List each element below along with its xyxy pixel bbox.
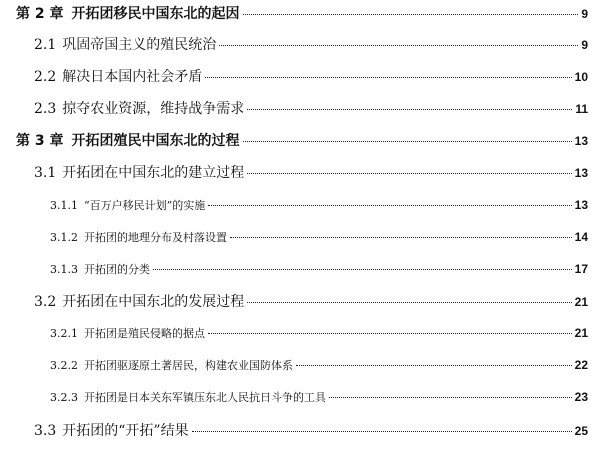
toc-entry-page: 17 — [574, 262, 588, 276]
toc-entry-number: 第 3 章 — [16, 133, 64, 149]
toc-entry-title — [34, 162, 244, 182]
toc-entry[interactable] — [16, 3, 588, 23]
toc-entry[interactable] — [50, 389, 588, 405]
toc-entry-title — [50, 325, 205, 341]
toc-entry[interactable] — [34, 34, 588, 54]
toc-dot-leader — [296, 365, 572, 366]
toc-entry-title — [34, 34, 216, 54]
toc-entry-number: 3.2.3 — [50, 391, 78, 404]
toc-entry[interactable] — [34, 420, 588, 440]
toc-entry-page: 23 — [574, 390, 588, 404]
toc-entry-number: 2.1 — [34, 37, 57, 53]
toc-entry[interactable] — [34, 162, 588, 182]
toc-entry-title — [50, 357, 293, 373]
toc-entry-page: 9 — [581, 38, 588, 52]
toc-dot-leader — [230, 237, 572, 238]
toc-entry[interactable] — [16, 130, 588, 150]
toc-entry-number: 第 2 章 — [16, 6, 64, 22]
toc-entry-number: 2.2 — [34, 69, 57, 85]
toc-entry-text: 开拓团驱逐原土著居民，构建农业国防体系 — [84, 359, 293, 372]
toc-dot-leader — [329, 397, 572, 398]
toc-entry-number: 3.2 — [34, 294, 57, 310]
toc-entry[interactable] — [34, 291, 588, 311]
toc-entry-title — [16, 3, 240, 23]
toc-entry-page: 13 — [574, 166, 588, 180]
toc-entry-page: 13 — [574, 134, 588, 148]
toc-dot-leader — [247, 109, 572, 110]
toc-entry-title — [34, 420, 189, 440]
toc-entry-number: 3.2.2 — [50, 359, 78, 372]
toc-entry-page: 21 — [574, 326, 588, 340]
toc-entry[interactable] — [50, 261, 588, 277]
toc-entry-text: 掠夺农业资源，维持战争需求 — [62, 101, 245, 117]
toc-entry-text: 开拓团的“开拓”结果 — [62, 423, 189, 439]
toc-entry-title — [50, 261, 150, 277]
toc-entry-page: 25 — [574, 424, 588, 438]
toc-entry-text: 开拓团在中国东北的建立过程 — [62, 165, 245, 181]
toc-entry-text: 巩固帝国主义的殖民统治 — [62, 37, 217, 53]
toc-entry-title — [34, 291, 244, 311]
toc-entry-number: 2.3 — [34, 101, 57, 117]
toc-entry-page: 10 — [574, 70, 588, 84]
toc-entry-number: 3.1.2 — [50, 231, 78, 244]
toc-dot-leader — [153, 269, 572, 270]
toc-entry-page: 21 — [574, 295, 588, 309]
toc-entry-number: 3.3 — [34, 423, 57, 439]
toc-entry-title — [16, 130, 240, 150]
toc-entry-text: 开拓团的分类 — [84, 263, 150, 276]
toc-entry-page: 22 — [574, 358, 588, 372]
toc-entry-text: 开拓团的地理分布及村落设置 — [84, 231, 227, 244]
toc-entry-text: 解决日本国内社会矛盾 — [62, 69, 203, 85]
toc-dot-leader — [205, 77, 571, 78]
toc-entry[interactable] — [50, 197, 588, 213]
toc-entry-text: “百万户移民计划”的实施 — [84, 199, 206, 212]
toc-entry-title — [50, 197, 205, 213]
toc-entry[interactable] — [50, 325, 588, 341]
toc-entry-page: 14 — [574, 230, 588, 244]
toc-dot-leader — [208, 205, 571, 206]
toc-entry[interactable] — [50, 229, 588, 245]
toc-entry-text: 开拓团移民中国东北的起因 — [71, 6, 240, 22]
toc-entry-number: 3.1 — [34, 165, 57, 181]
toc-entry-text: 开拓团在中国东北的发展过程 — [62, 294, 245, 310]
toc-dot-leader — [243, 141, 572, 142]
toc-entry-text: 开拓团殖民中国东北的过程 — [71, 133, 240, 149]
toc-entry-title — [34, 66, 202, 86]
toc-entry-title — [50, 389, 326, 405]
toc-entry-title — [50, 229, 227, 245]
toc-entry-text: 开拓团是殖民侵略的据点 — [84, 327, 205, 340]
toc-dot-leader — [243, 14, 579, 15]
toc-entry-page: 9 — [581, 7, 588, 21]
toc-entry-number: 3.1.1 — [50, 199, 78, 212]
toc-dot-leader — [208, 333, 572, 334]
toc-dot-leader — [247, 173, 571, 174]
toc-dot-leader — [192, 431, 572, 432]
toc-entry-title — [34, 98, 244, 118]
toc-entry-number: 3.2.1 — [50, 327, 78, 340]
toc-entry-page: 13 — [574, 198, 588, 212]
toc-entry-text: 开拓团是日本关东军镇压东北人民抗日斗争的工具 — [84, 391, 326, 404]
toc-entry-number: 3.1.3 — [50, 263, 78, 276]
toc-entry[interactable] — [34, 66, 588, 86]
toc-entry[interactable] — [34, 98, 588, 118]
toc-dot-leader — [219, 45, 578, 46]
toc-dot-leader — [247, 302, 571, 303]
toc-entry[interactable] — [50, 357, 588, 373]
toc-entry-page: 11 — [575, 102, 588, 116]
